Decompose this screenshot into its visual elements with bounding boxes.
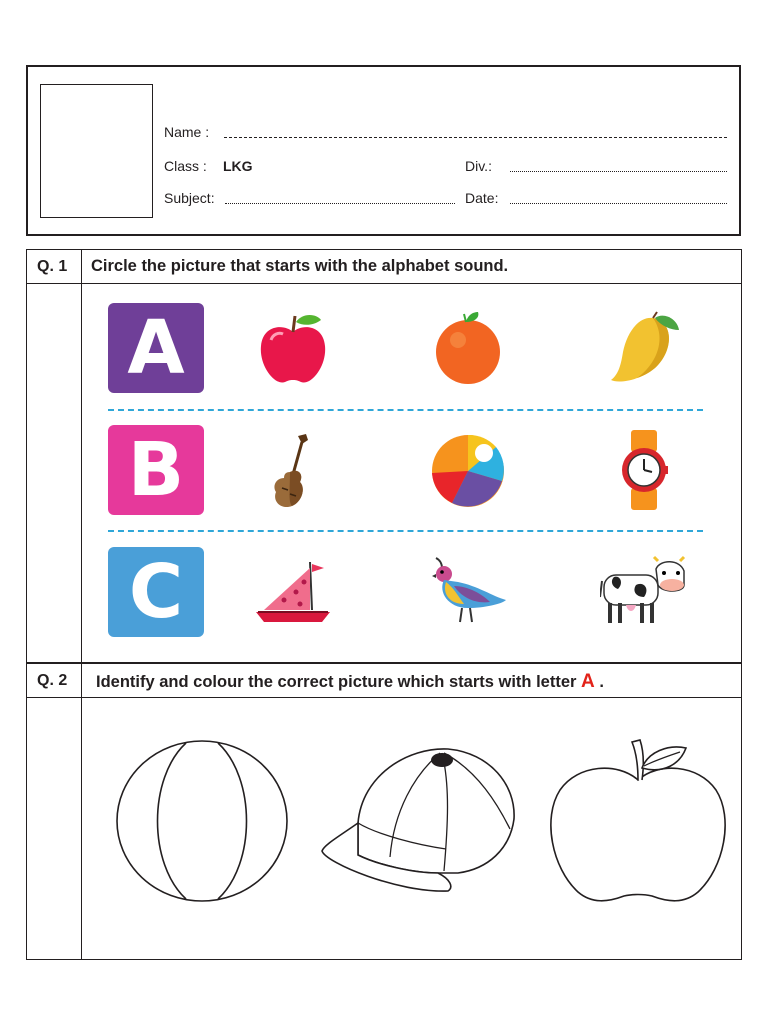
apple-icon[interactable] [255,310,331,386]
wrist-watch-icon[interactable] [619,428,669,512]
row-separator [108,530,703,532]
letter-tile-b: B [108,425,204,515]
sailboat-icon[interactable] [254,560,332,626]
orange-icon[interactable] [434,310,502,386]
subject-label: Subject: [164,190,215,206]
q1-margin-cell [26,283,82,663]
q2-letter: A [581,671,595,692]
name-field[interactable] [224,137,727,138]
date-label: Date: [465,190,499,206]
q1-text: Circle the picture that starts with the alphabet sound. [91,257,509,275]
mango-icon[interactable] [605,308,683,386]
q1-number: Q. 1 [37,258,68,275]
q2-text-main: Identify and colour the correct picture which starts with letter [96,673,577,691]
letter-tile-a: A [108,303,204,393]
beach-ball-icon[interactable] [430,433,506,509]
bird-icon[interactable] [428,556,508,628]
subject-field[interactable] [225,203,455,204]
cow-icon[interactable] [600,555,688,629]
div-field[interactable] [510,171,727,172]
name-label: Name : [164,124,210,140]
apple-outline-icon[interactable] [548,738,730,906]
q2-period: . [599,673,604,691]
ball-outline-icon[interactable] [114,738,290,904]
date-field[interactable] [510,203,727,204]
letter-tile-c: C [108,547,204,637]
row-separator [108,409,703,411]
cap-outline-icon[interactable] [318,745,518,897]
violin-icon[interactable] [268,432,316,510]
photo-box [40,84,153,218]
q2-number: Q. 2 [37,672,68,689]
q2-text [96,671,604,693]
div-label: Div.: [465,158,492,174]
q2-margin-cell [26,697,82,960]
class-value: LKG [223,158,253,174]
class-label: Class : [164,158,207,174]
